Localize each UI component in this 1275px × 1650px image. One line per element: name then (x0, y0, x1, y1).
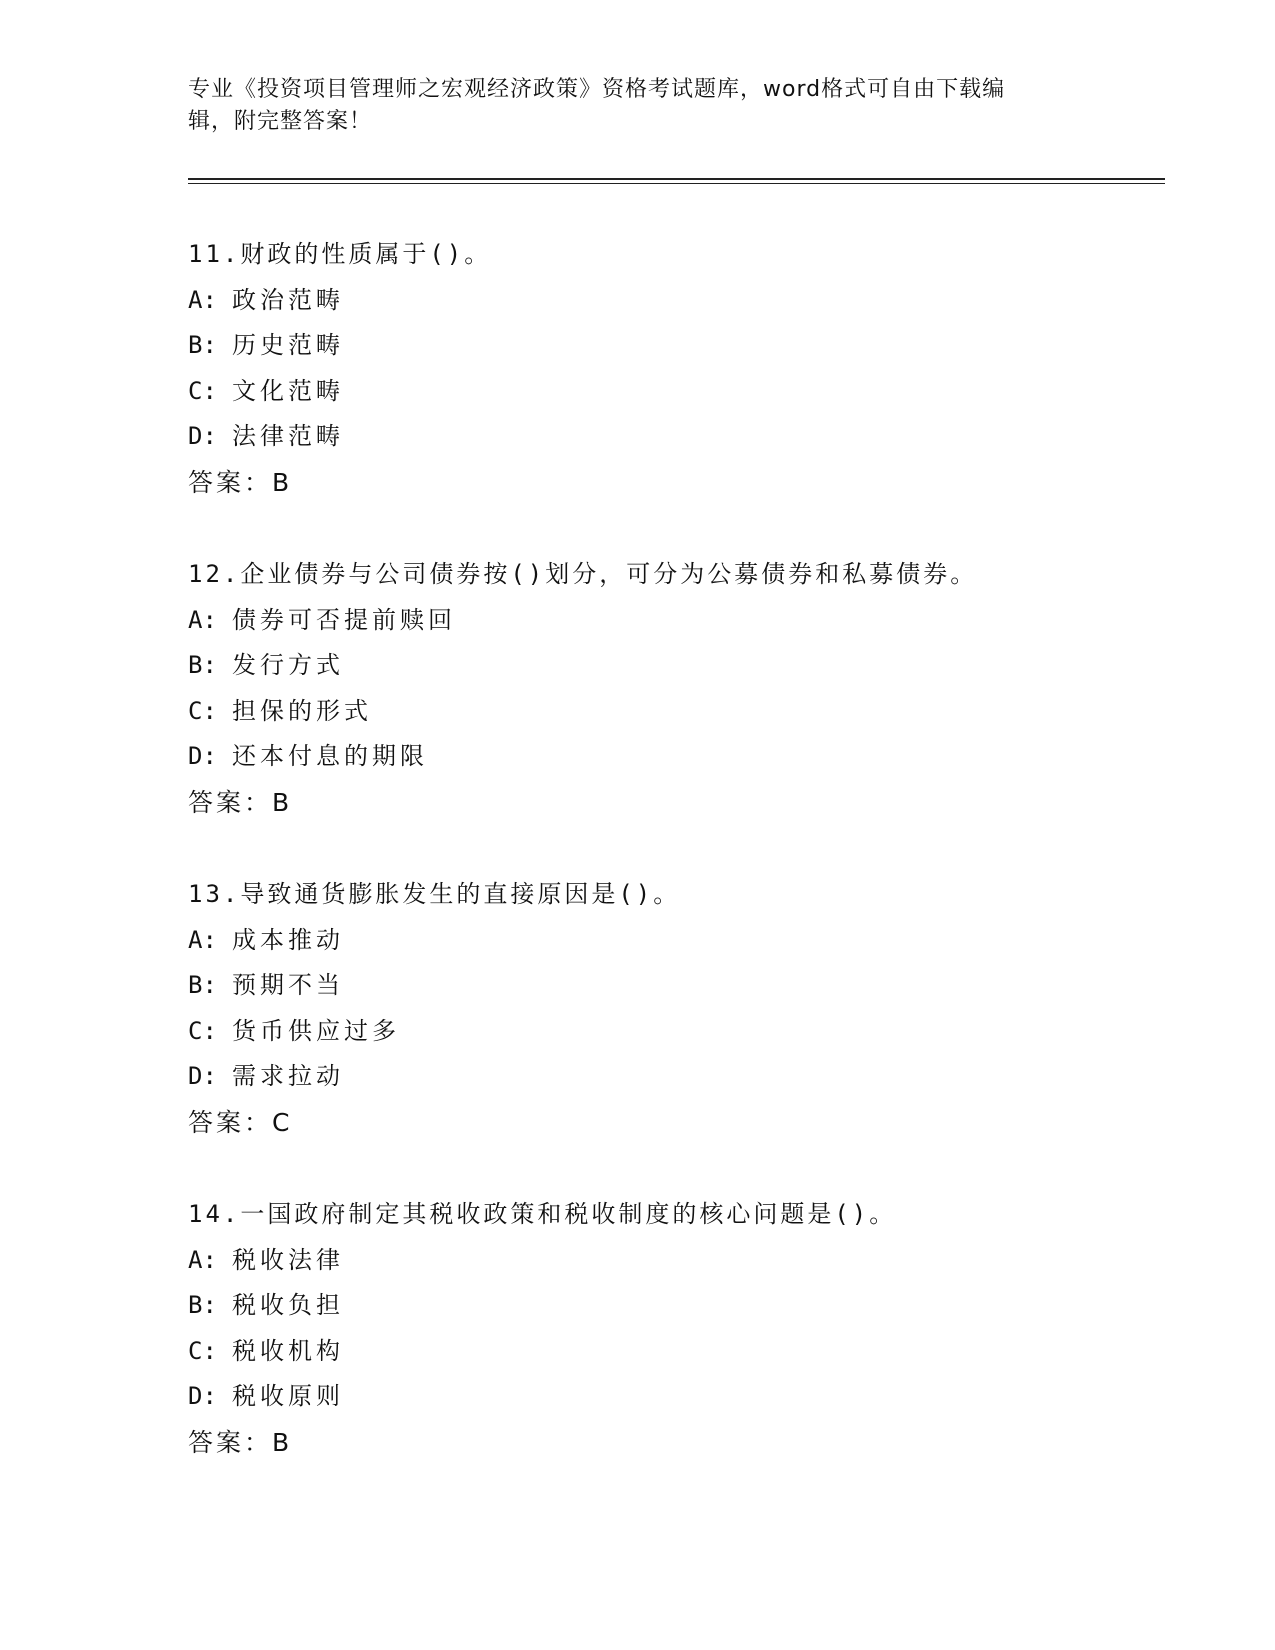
answer-line: 答案：B (188, 1427, 293, 1457)
option-letter: A: (188, 1245, 217, 1274)
option-letter: D: (188, 1382, 217, 1410)
option-b (188, 963, 1168, 1009)
option-letter: A: (188, 605, 217, 634)
option-text: 担保的形式 (232, 696, 372, 725)
option-a (188, 278, 1168, 324)
question-14 (188, 1192, 1168, 1466)
option-letter: A: (188, 285, 217, 314)
option-text: 历史范畴 (232, 331, 344, 359)
question-stem: 14.一国政府制定其税收政策和税收制度的核心问题是()。 (188, 1200, 897, 1228)
option-d (188, 414, 1168, 460)
option-text: 需求拉动 (232, 1062, 344, 1090)
option-c (188, 689, 1168, 735)
option-text: 发行方式 (232, 651, 344, 679)
header-line-2: 辑，附完整答案！ (188, 109, 373, 134)
answer-line: 答案：B (188, 467, 293, 497)
option-text: 法律范畴 (232, 422, 344, 450)
option-letter: A: (188, 925, 217, 954)
question-stem: 13.导致通货膨胀发生的直接原因是()。 (188, 880, 681, 908)
option-text: 税收原则 (232, 1382, 344, 1410)
option-text: 文化范畴 (232, 376, 344, 405)
option-letter: B: (188, 651, 217, 679)
option-a (188, 598, 1168, 644)
option-c (188, 369, 1168, 415)
header-line-1: 专业《投资项目管理师之宏观经济政策》资格考试题库，word格式可自由下载编 (188, 77, 1006, 102)
question-11 (188, 232, 1168, 506)
question-13 (188, 872, 1168, 1146)
option-letter: C: (188, 696, 217, 725)
option-letter: B: (188, 1291, 217, 1319)
document-header (188, 74, 1088, 138)
header-divider-bottom (188, 183, 1165, 184)
option-letter: D: (188, 1062, 217, 1090)
option-text: 税收负担 (232, 1291, 344, 1319)
answer-line: 答案：B (188, 787, 293, 817)
option-letter: D: (188, 742, 217, 770)
option-c (188, 1009, 1168, 1055)
answer-line: 答案：C (188, 1107, 293, 1137)
option-d (188, 1054, 1168, 1100)
option-letter: B: (188, 971, 217, 999)
option-text: 预期不当 (232, 971, 344, 999)
option-letter: D: (188, 422, 217, 450)
option-letter: C: (188, 1016, 217, 1045)
option-b (188, 643, 1168, 689)
question-stem: 12.企业债券与公司债券按()划分，可分为公募债券和私募债券。 (188, 560, 978, 588)
option-letter: C: (188, 1336, 217, 1365)
question-12 (188, 552, 1168, 826)
option-c (188, 1329, 1168, 1375)
question-stem: 11.财政的性质属于()。 (188, 240, 492, 268)
option-letter: C: (188, 376, 217, 405)
option-b (188, 1283, 1168, 1329)
option-text: 还本付息的期限 (232, 742, 428, 770)
option-d (188, 1374, 1168, 1420)
option-text: 债券可否提前赎回 (232, 605, 456, 634)
header-divider-top (188, 178, 1165, 180)
option-text: 货币供应过多 (232, 1016, 400, 1045)
option-a (188, 918, 1168, 964)
option-text: 税收法律 (232, 1245, 344, 1274)
option-text: 政治范畴 (232, 285, 344, 314)
option-text: 税收机构 (232, 1336, 344, 1365)
option-a (188, 1238, 1168, 1284)
option-letter: B: (188, 331, 217, 359)
option-d (188, 734, 1168, 780)
option-b (188, 323, 1168, 369)
option-text: 成本推动 (232, 925, 344, 954)
